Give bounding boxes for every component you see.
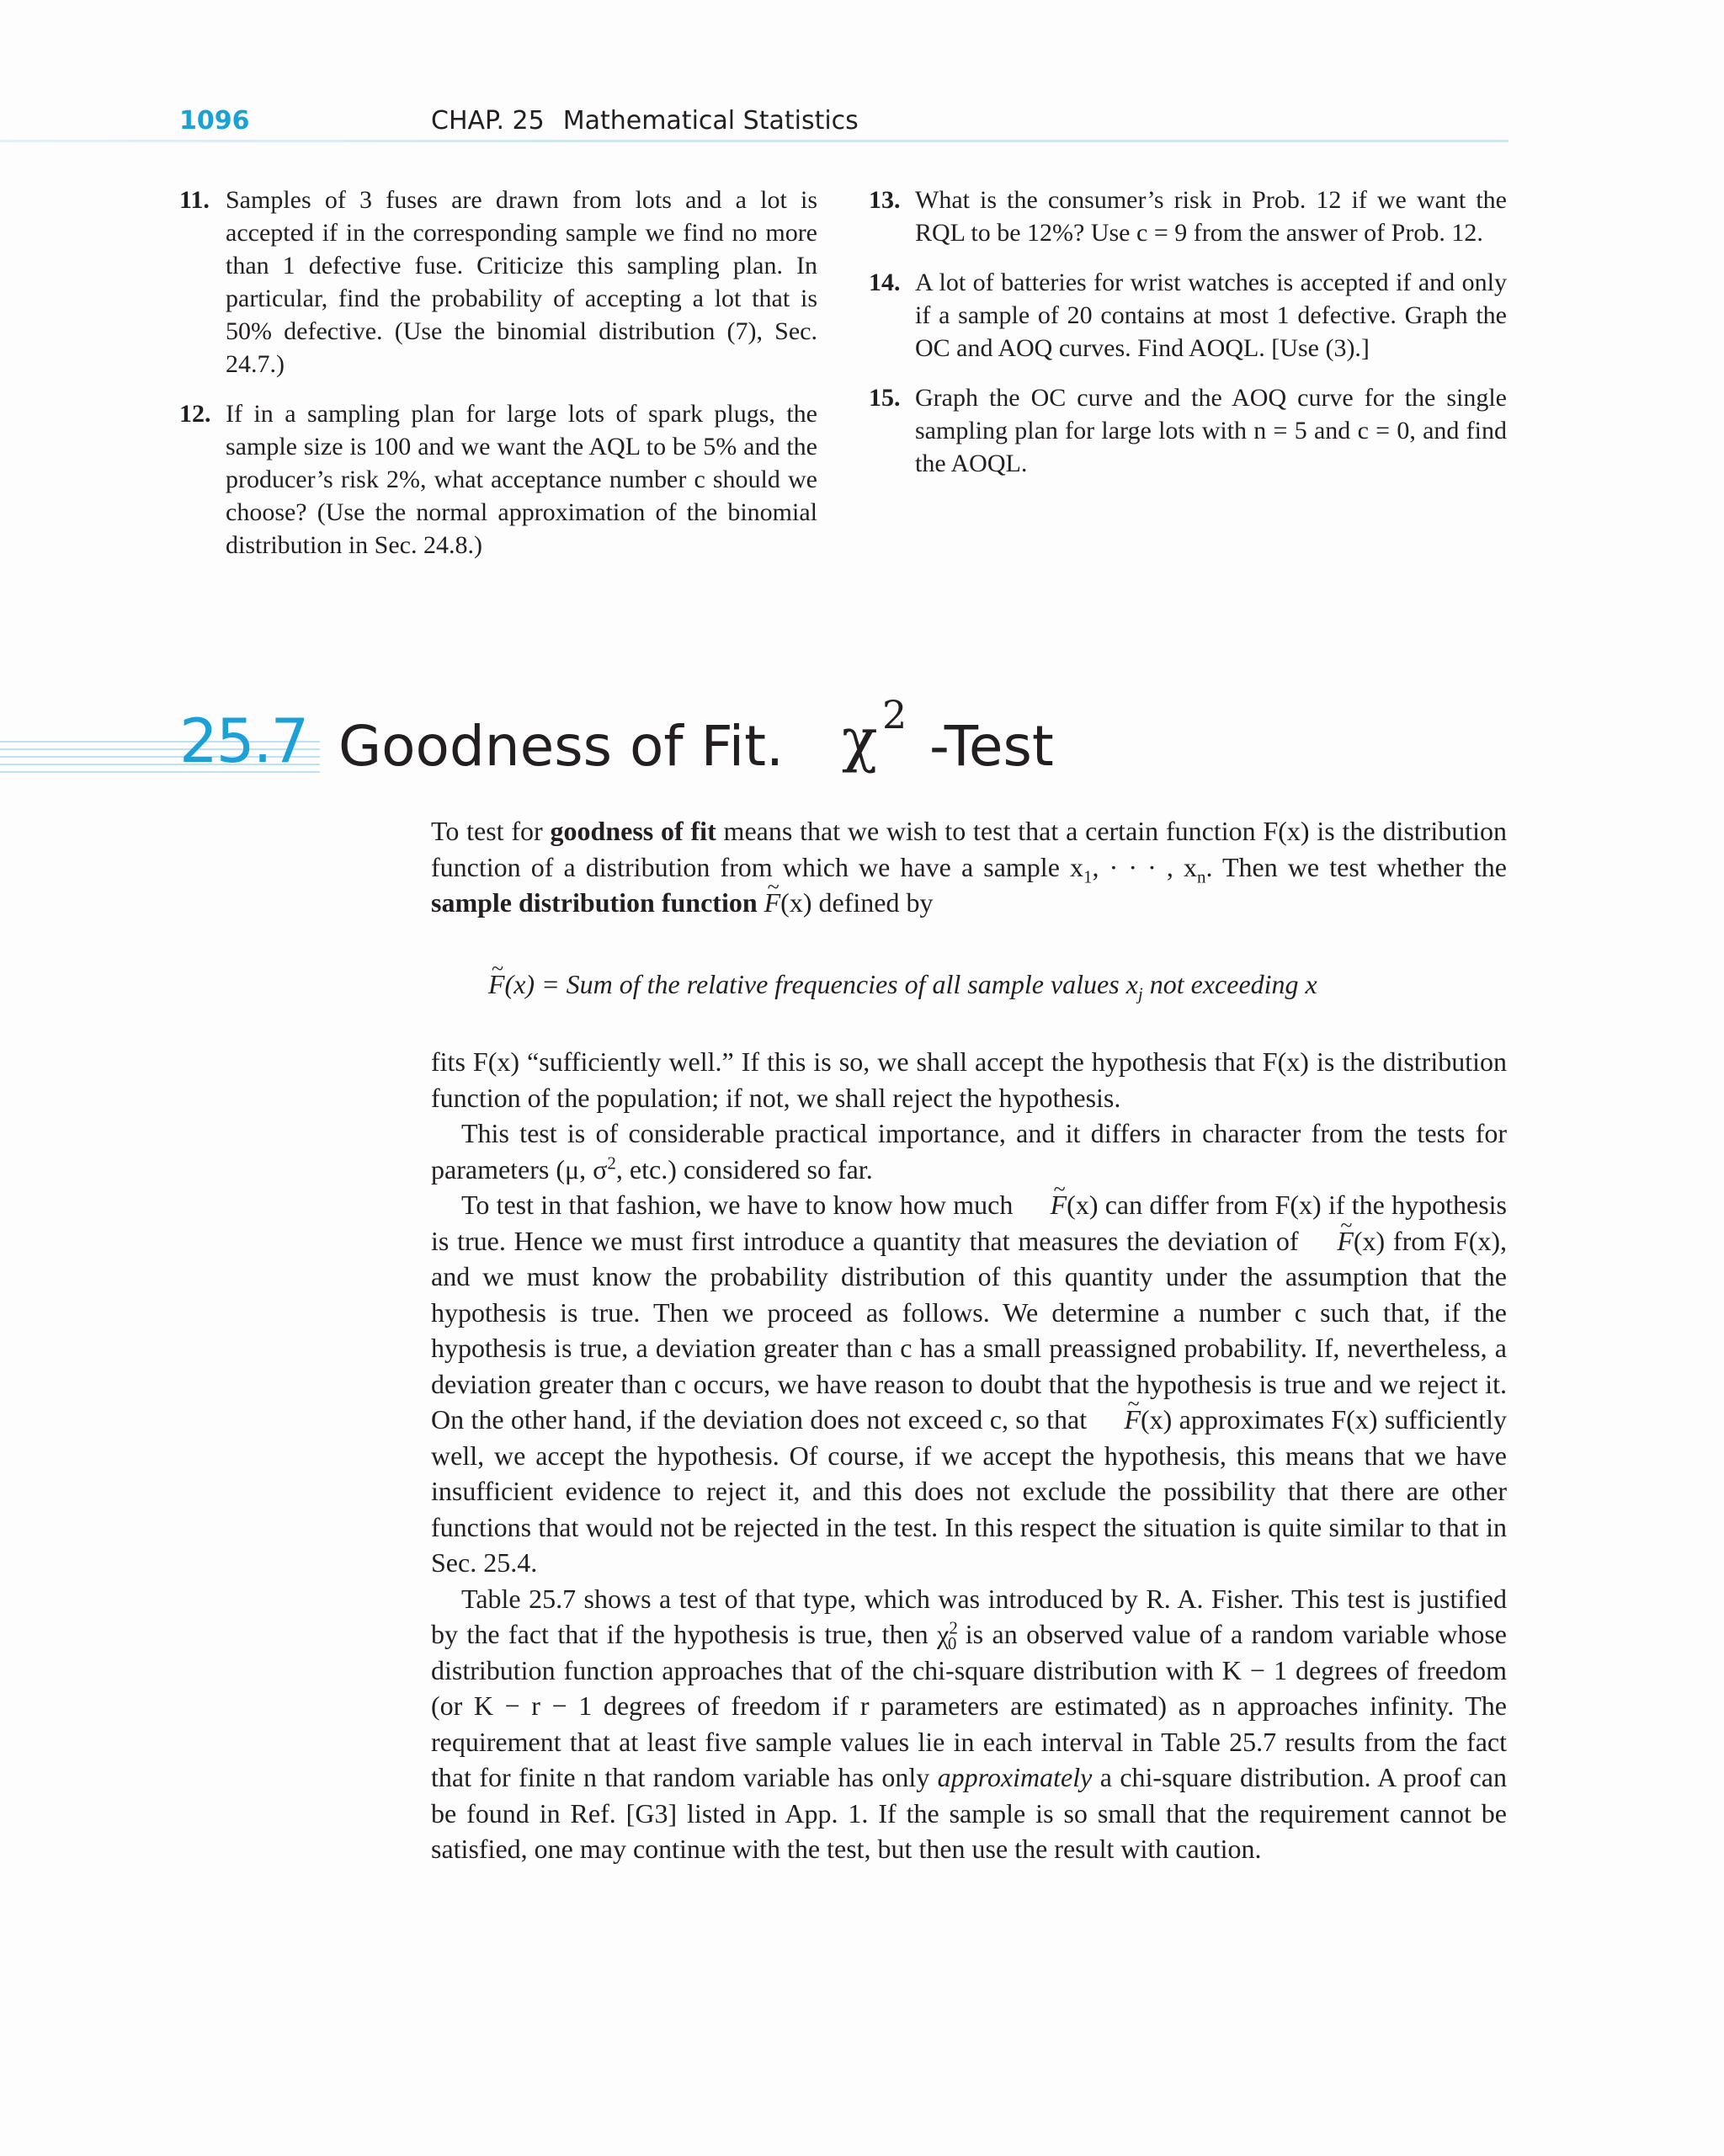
emphasis-approximately: approximately: [937, 1762, 1093, 1792]
problems-left-column: [179, 184, 817, 578]
section-title: Goodness of Fit.: [338, 714, 784, 779]
section-title-chi-superscript: 2: [882, 692, 907, 737]
problem-text: Samples of 3 fuses are drawn from lots and a lot is accepted if in the corresponding sample we find no more than 1 defective fuse. Criticize this sampling plan. In particular, find the probability of accepting a lot that is 50% defective. (Use the binomial distribution (7), Sec. 24.7.): [226, 186, 817, 378]
header-rule: [0, 140, 1508, 142]
section-title-end: -Test: [929, 714, 1054, 779]
term-goodness-of-fit: goodness of fit: [550, 816, 716, 846]
f-tilde: ~ F: [488, 966, 505, 1002]
problem-12: [179, 397, 817, 562]
f-tilde: ~ F: [1306, 1223, 1354, 1259]
problem-14: [869, 266, 1507, 365]
definition-formula: ~ F(x) = Sum of the relative frequencies of all sample values $x_j$ not exceeding x: [488, 966, 1507, 1002]
paragraph-fits: fits F(x) “sufficiently well.” If this is so, we shall accept the hypothesis that F(x) is the distribution function of the population; if not, we shall reject the hypothesis.: [431, 1046, 1507, 1113]
problem-number: 14.: [869, 269, 901, 296]
problem-number: 15.: [869, 384, 901, 412]
f-tilde: ~ F: [1020, 1187, 1067, 1223]
f-tilde: ~ F: [764, 885, 781, 921]
running-head: [0, 99, 1508, 141]
problem-text: Graph the OC curve and the AOQ curve for the single sampling plan for large lots with n = 5 and c = 0, and find the AOQL.: [915, 384, 1507, 477]
f-tilde: ~ F: [1093, 1402, 1141, 1438]
chapter-label: [431, 106, 859, 136]
section-title-chi: χ: [842, 705, 878, 775]
problem-text: A lot of batteries for wrist watches is accepted if and only if a sample of 20 contains at most 1 defective. Graph the OC and AOQ curves. Find AOQL. [Use (3).]: [915, 269, 1507, 362]
problem-number: 11.: [179, 186, 210, 214]
term-sample-distribution-function: sample distribution function: [431, 887, 758, 918]
paragraph-fisher: Table 25.7 shows a test of that type, which was introduced by R. A. Fisher. This test is justified by the fact that if the hypothesis is true, then $\chi^2_0$ is an observed value of a random variable whose distribution function approaches that of the chi-square distribution with K − 1 degrees of freedom (or K − r − 1 degrees of freedom if r parameters are estimated) as n approaches infinity. The requirement that at least five sample values lie in each interval in Table 25.7 results from the fact that for finite n that random variable has only approximately a chi-square distribution. A proof can be found in Ref. [G3] listed in App. 1. If the sample is so small that the requirement cannot be satisfied, one may continue with the test, but then use the result with caution.: [431, 1583, 1508, 1864]
paragraph-body: [431, 1044, 1507, 1867]
problem-text: If in a sampling plan for large lots of spark plugs, the sample size is 100 and we want the AQL to be 5% and the producer’s risk 2%, what acceptance number c should we choose? (Use the normal approximation of the binomial distribution in Sec. 24.8.): [226, 400, 817, 559]
page-number: 1096: [179, 106, 250, 136]
problems-right-column: [869, 184, 1507, 497]
problem-15: [869, 381, 1507, 480]
problem-number: 12.: [179, 400, 211, 428]
paragraph-intro: To test for goodness of fit means that we wish to test that a certain function F(x) is the distribution function of a distribution from which we have a sample $x_1$, · · · , $x_n$. Then we test whether the sample distribution function ~ F(x) defined by: [431, 813, 1507, 921]
paragraph-deviation: To test in that fashion, we have to know how much ~ F(x) can differ from F(x) if the hypothesis is true. Hence we must first introduce a quantity that measures the deviation of ~ F(x) from F(x), and we must know the probability distribution of this quantity under the assumption that the hypothesis is true. Then we proceed as follows. We determine a number c such that, if the hypothesis is true, a deviation greater than c has a small preassigned probability. If, nevertheless, a deviation greater than c occurs, we have reason to doubt that the hypothesis is true and we reject it. On the other hand, if the deviation does not exceed c, so that ~ F(x) approximates F(x) sufficiently well, we accept the hypothesis. Of course, if we accept the hypothesis, this means that we have insufficient evidence to reject it, and this does not exclude the possibility that there are other functions that would not be rejected in the test. In this respect the situation is quite similar to that in Sec. 25.4.: [431, 1187, 1507, 1581]
problem-number: 13.: [869, 186, 901, 214]
chapter-title: Mathematical Statistics: [562, 106, 859, 136]
section-number: 25.7: [179, 705, 308, 776]
paragraph-importance: This test is of considerable practical importance, and it differs in character from the tests for parameters (μ, $\sigma^2$, etc.) considered so far.: [431, 1118, 1507, 1184]
problem-13: [869, 184, 1507, 249]
problem-11: [179, 184, 817, 381]
chapter-number: CHAP. 25: [431, 106, 545, 136]
problem-text: What is the consumer’s risk in Prob. 12 if we want the RQL to be 12%? Use c = 9 from the answer of Prob. 12.: [915, 186, 1507, 247]
